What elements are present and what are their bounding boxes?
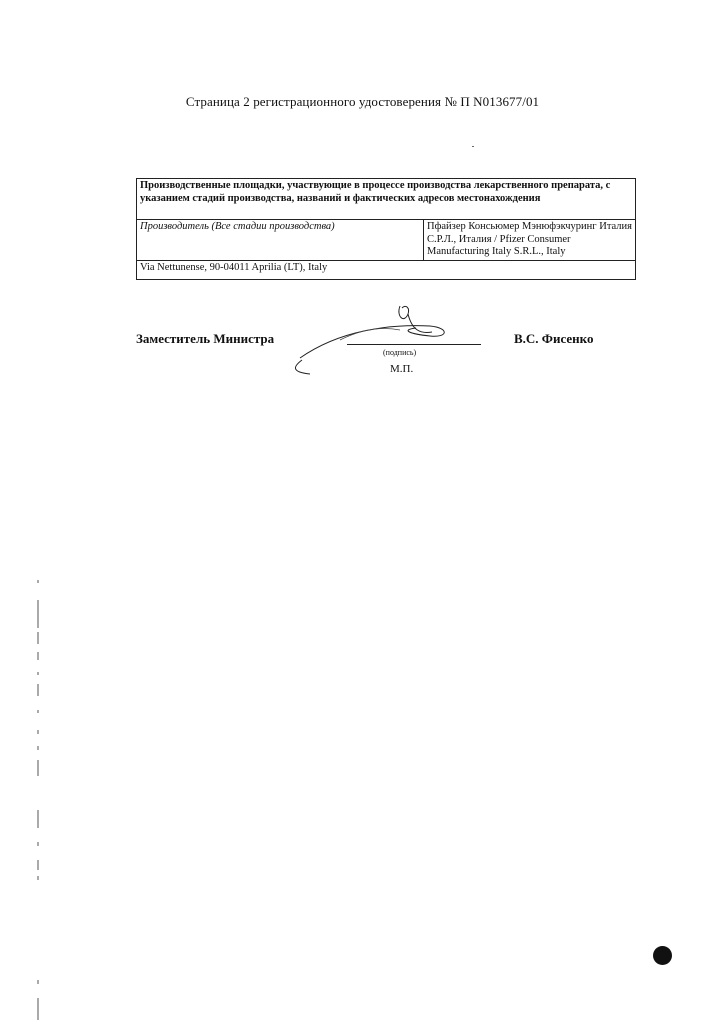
production-sites-table <box>136 178 636 280</box>
table-heading-cell: Производственные площадки, участвующие в процессе производства лекарственного препарата, с указанием стадий производства, названий и фактических адресов местонахождения <box>137 179 636 220</box>
scan-margin-marks <box>34 580 42 1020</box>
table-row-address <box>137 261 636 280</box>
table-row-heading <box>137 179 636 220</box>
manufacturer-address-cell: Via Nettunense, 90-04011 Aprilia (LT), Italy <box>137 261 636 280</box>
page-title: Страница 2 регистрационного удостоверения № П N013677/01 <box>185 94 540 109</box>
hole-punch-mark <box>653 946 672 965</box>
signature-caption: (подпись) <box>383 348 417 357</box>
manufacturer-role-cell: Производитель (Все стадии производства) <box>137 220 424 261</box>
seal-mark: М.П. <box>390 363 414 375</box>
table-row-manufacturer <box>137 220 636 261</box>
signer-name: В.С. Фисенко <box>514 331 594 346</box>
manufacturer-company-cell: Пфайзер Консьюмер Мэнюфэкчуринг Италия С.Р.Л., Италия / Pfizer Consumer Manufacturing Italy S.R.L., Italy <box>424 220 636 261</box>
signature-block <box>0 300 725 390</box>
scan-speck <box>472 146 474 147</box>
handwritten-signature-icon <box>280 300 480 380</box>
signature-line <box>347 344 481 345</box>
signer-title: Заместитель Министра <box>136 331 275 346</box>
